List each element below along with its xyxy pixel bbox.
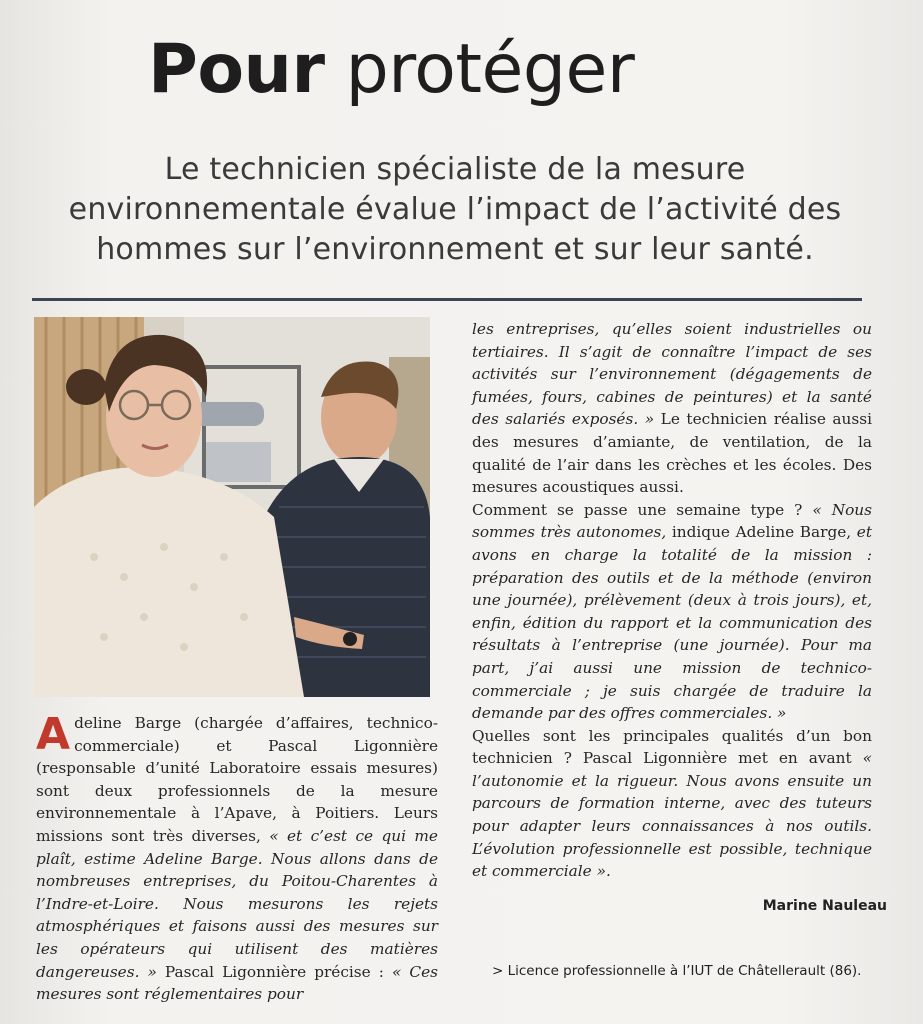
right-paragraph-1: [472, 318, 872, 499]
right-quote-4: « l’autonomie et la rigueur. Nous avons ensuite un parcours de formation interne, avec des tuteurs pour adapter leurs connaissances à nos outils. L’évolution professionnelle est possible, technique et commerciale ».: [472, 749, 872, 881]
left-quote-2: « Ces mesures sont réglementaires pour: [36, 962, 438, 1004]
left-paragraph: [36, 709, 438, 1006]
right-column: [472, 318, 872, 883]
footnote: > Licence professionnelle à l’IUT de Châtellerault (86).: [492, 963, 862, 979]
right-paragraph-2: [472, 499, 872, 725]
right-text-4: Quelles sont les principales qualités d’un bon technicien ? Pascal Ligonnière met en avant: [472, 726, 872, 768]
title-bold: Pour: [148, 30, 325, 109]
author-signature: Marine Nauleau: [762, 898, 887, 914]
left-text-1: deline Barge (chargée d’affaires, technico-commerciale) et Pascal Ligonnière (responsable d’unité Laboratoire essais mesures) sont deux professionnels de la mesure environnementale à l’Apave, à Poitiers. Leurs missions sont très diverses,: [36, 714, 438, 845]
right-text-3: indique Adeline Barge,: [671, 523, 857, 542]
section-divider: [32, 298, 862, 301]
left-quote-1: « et c’est ce qui me plaît, estime Adeline Barge. Nous allons dans de nombreuses entreprises, du Poitou-Charentes à l’Indre-et-Loire. Nous mesurons les rejets atmosphériques et faisons aussi des mesures sur les opérateurs qui utilisent des matières dangereuses. »: [36, 826, 438, 981]
left-column: [36, 709, 438, 1006]
title-light: protéger: [345, 30, 635, 109]
article-title: [148, 28, 634, 112]
right-paragraph-3: [472, 725, 872, 883]
right-quote-2: « Nous sommes très autonomes,: [472, 500, 872, 542]
right-quote-1: les entreprises, qu’elles soient industrielles ou tertiaires. Il s’agit de connaître l’impact de ses activités sur l’environnement (dégagements de fumées, fours, cabines de peintures) et la santé des salariés exposés. »: [472, 320, 872, 429]
left-text-2: Pascal Ligonnière précise :: [156, 962, 392, 981]
right-text-1: Le technicien réalise aussi des mesures d’amiante, de ventilation, de la qualité de l’air dans les crèches et les écoles. Des mesures acoustiques aussi.: [472, 410, 873, 497]
photo-illustration: [34, 317, 430, 697]
right-quote-3: et avons en charge la totalité de la mission : préparation des outils et de la méthode (environ une journée), prélèvement (deux à trois jours), et, enfin, édition du rapport et la communication des résultats à l’entreprise (une journée). Pour ma part, j’ai aussi une mission de technico-commerciale ; je suis chargée de traduire la demande par des offres commerciales. »: [472, 523, 872, 723]
article-photo: [34, 317, 430, 697]
article-lede: Le technicien spécialiste de la mesure environnementale évalue l’impact de l’activité des hommes sur l’environnement et sur leur santé.: [68, 152, 842, 267]
drop-cap: A: [36, 709, 71, 760]
right-text-2: Comment se passe une semaine type ?: [472, 500, 813, 519]
